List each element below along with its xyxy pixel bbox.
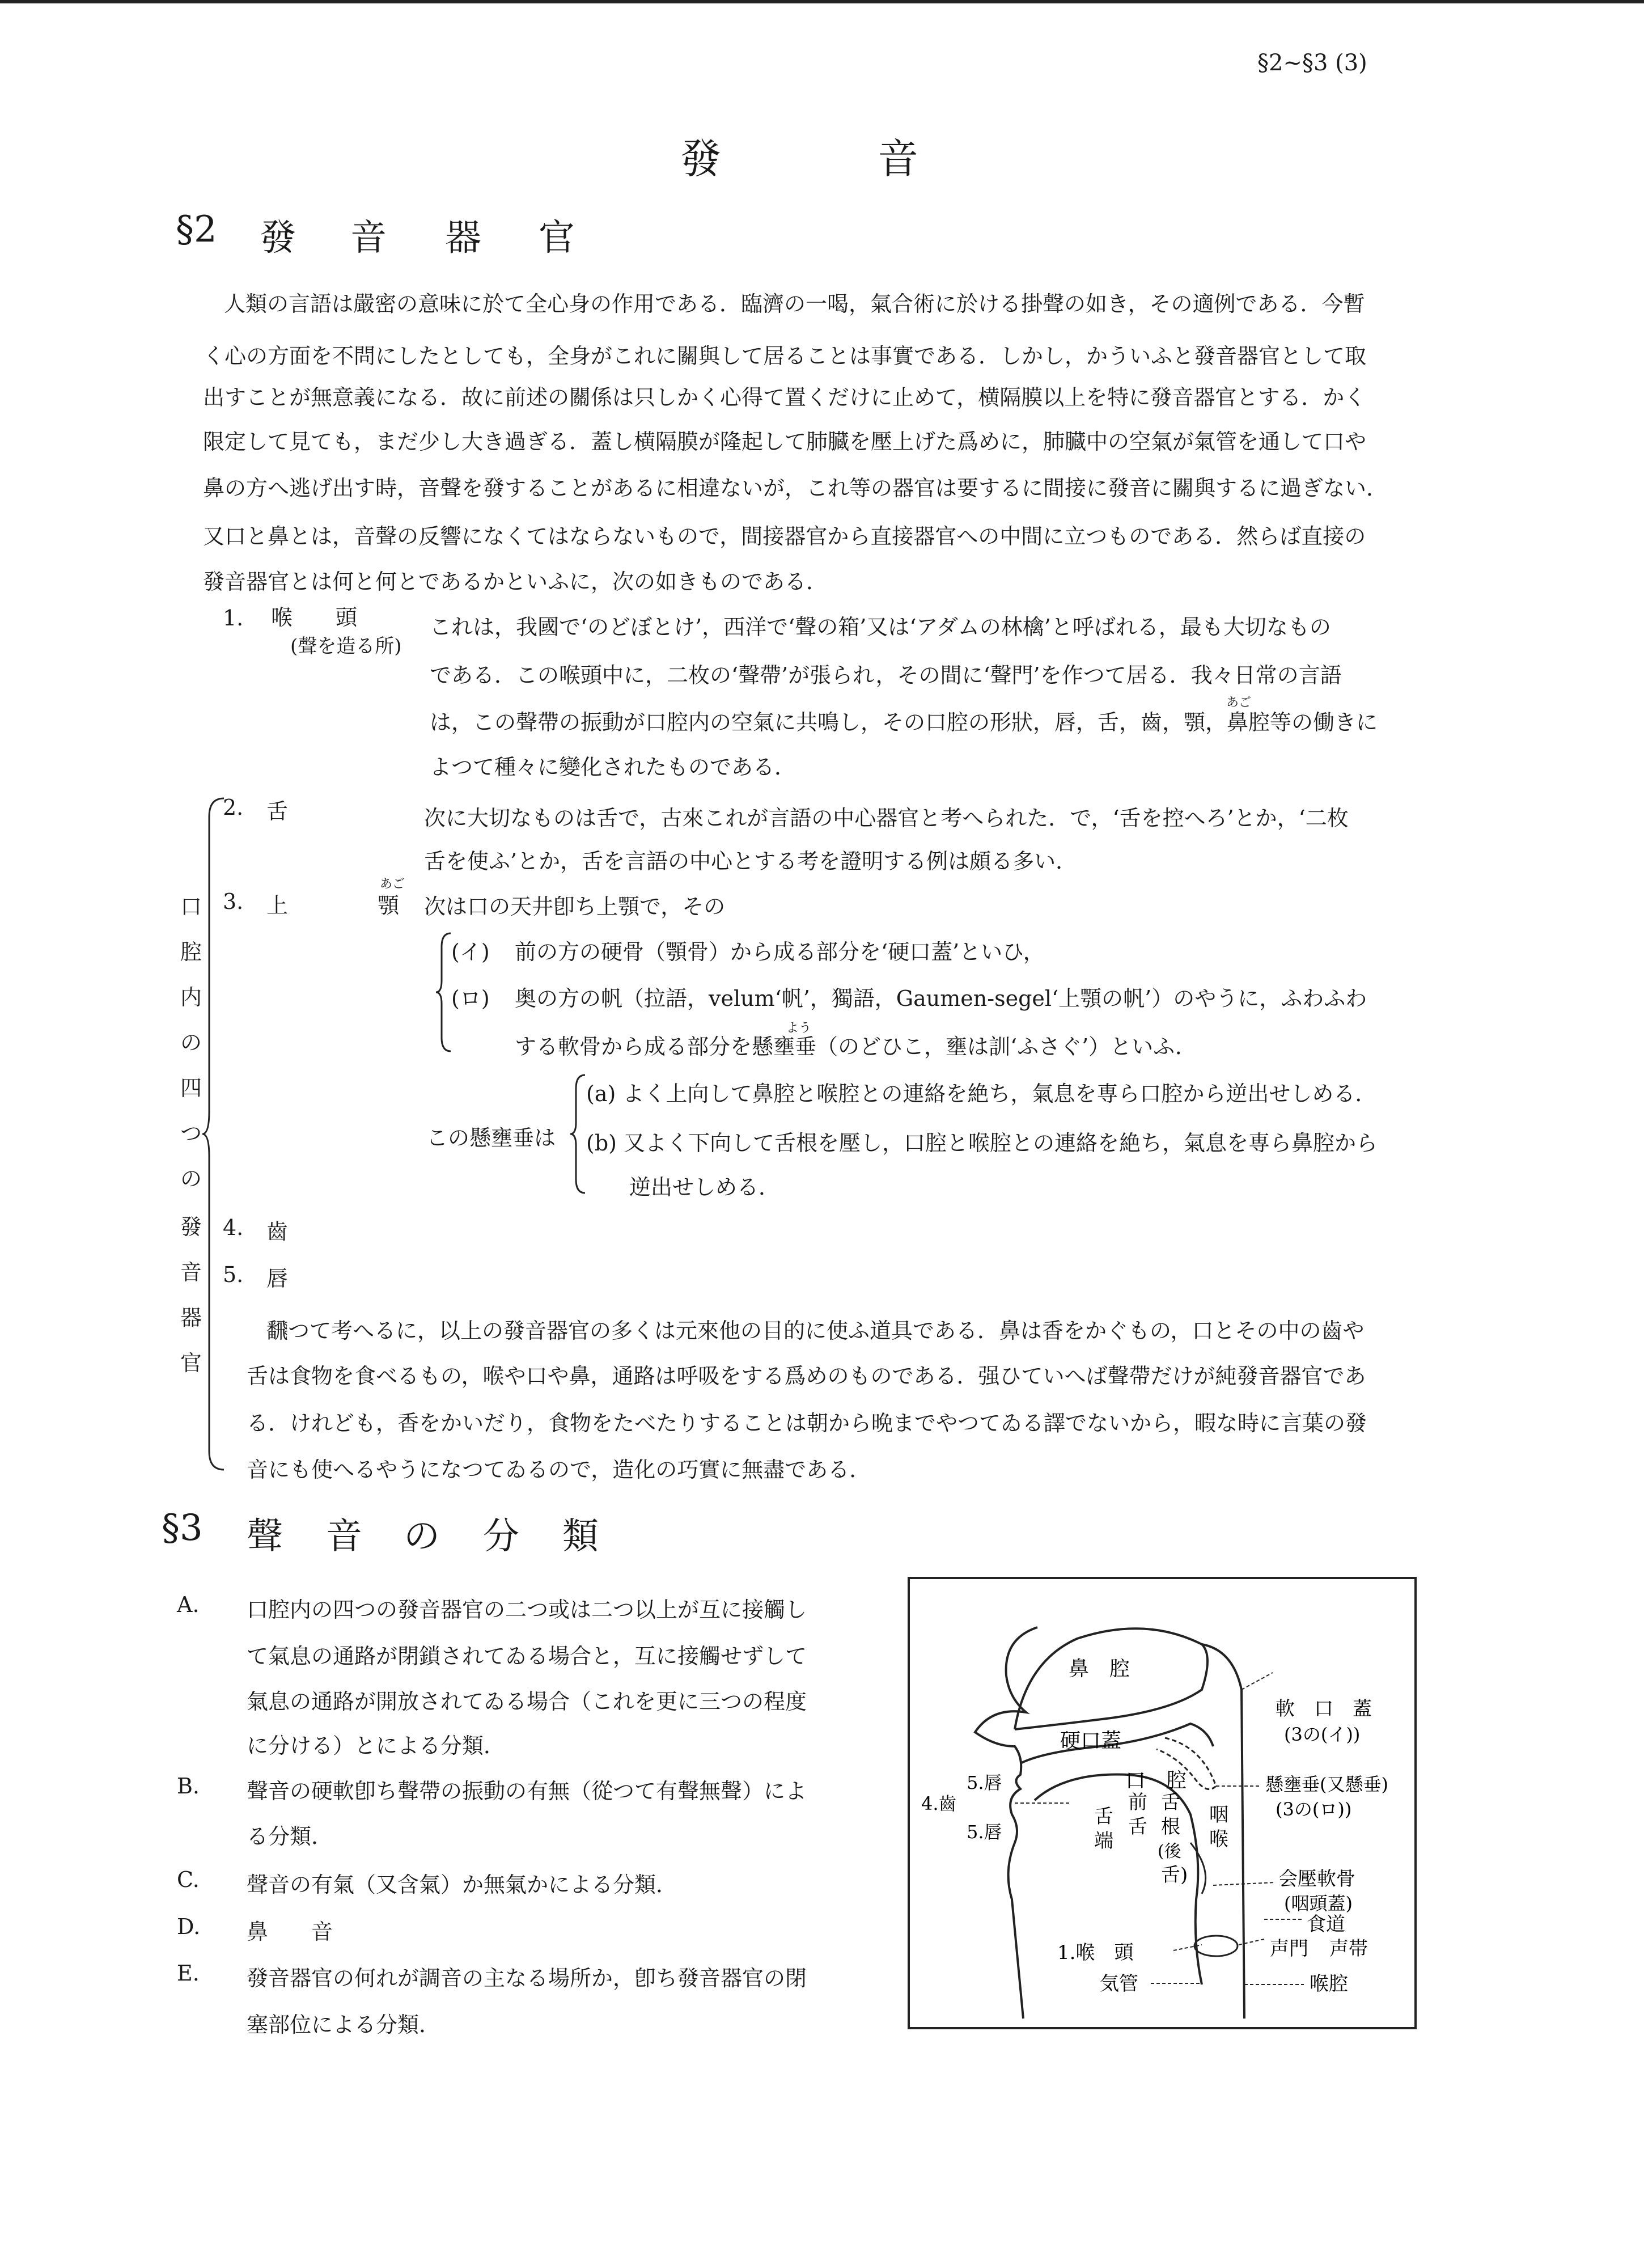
item5-term: 唇 [266, 1266, 289, 1291]
side-label-char: 發 [180, 1215, 202, 1239]
item3-sub-i-mark: (イ) [451, 940, 490, 964]
section2-heading-char: 官 [539, 217, 575, 259]
label-uvula: 懸壅垂(又懸垂) [1265, 1774, 1388, 1795]
label-epiglottis-note: (咽頭蓋) [1284, 1893, 1353, 1914]
item2-number: 2. [223, 795, 244, 820]
classification-line: 發音器官の何れが調音の主なる場所か，卽ち發音器官の閉 [247, 1966, 807, 1991]
page-title-right: 音 [878, 135, 919, 183]
item2-line: 次に大切なものは舌で，古來これが言語の中心器官と考へられた．で，‘舌を控へろ’とか，‘二枚 [424, 806, 1349, 831]
closing-line: 音にも使へるやうになつてゐるので，造化の巧實に無盡である． [247, 1457, 871, 1482]
label-tongue-root: 舌 [1161, 1791, 1180, 1814]
classification-line: 塞部位による分類． [247, 2012, 441, 2037]
page-title-left: 發 [680, 135, 722, 183]
item3-term-left: 上 [266, 893, 289, 918]
section3-number: §3 [162, 1507, 203, 1549]
section3-heading-char: 聲 [247, 1516, 283, 1558]
classification-label: A. [177, 1592, 200, 1617]
intro-line: 限定して見ても，まだ少し大き過ぎる．蓋し横隔膜が隆起して肺臓を壓上げた爲めに，肺臓中の空氣が氣管を通して口や [203, 429, 1367, 454]
side-label-char: 四 [180, 1076, 202, 1101]
classification-line: 聲音の有氣（又含氣）か無氣かによる分類． [247, 1872, 678, 1897]
item3-sub-ro-text: 奥の方の帆（拉語，velum‘帆’，獨語，Gaumen-segel‘上顎の帆’）のやうに，ふわふわ [515, 986, 1367, 1011]
classification-line: 口腔内の四つの發音器官の二つ或は二つ以上が互に接觸し [247, 1597, 807, 1622]
side-label-char: 官 [180, 1351, 202, 1376]
section2-heading-char: 發 [260, 217, 296, 259]
uvula-sub-a: (a) よく上向して鼻腔と喉腔との連絡を絶ち，氣息を専ら口腔から逆出せしめる． [586, 1081, 1377, 1106]
closing-line: 飜つて考へるに，以上の發音器官の多くは元來他の目的に使ふ道具である．鼻は香をかぐもの，口とその中の齒や [266, 1318, 1365, 1343]
uvula-sub-b-cont: 逆出せしめる． [629, 1175, 781, 1200]
side-label-char: の [180, 1030, 202, 1055]
intro-line: 發音器官とは何と何とであるかといふに，次の如きものである． [203, 569, 828, 594]
classification-label: D. [177, 1914, 201, 1939]
label-esophagus: 食道 [1307, 1913, 1345, 1936]
classification-line: 聲音の硬軟卽ち聲帶の振動の有無（從つて有聲無聲）によ [247, 1779, 807, 1804]
item5-number: 5. [223, 1262, 244, 1287]
side-label-char: 口 [180, 894, 202, 919]
item1-ruby: あご [1226, 696, 1252, 710]
page-header: §2~§3 (3) [1257, 50, 1367, 76]
classification-line: 氣息の通路が開放されてゐる場合（これを更に三つの程度 [247, 1689, 807, 1714]
label-soft-palate-note: (3の(イ)) [1284, 1724, 1361, 1745]
item3-sub-ro-mark: (ロ) [451, 986, 490, 1011]
label-tongue-root: 根 [1161, 1816, 1180, 1838]
intro-line: 又口と鼻とは，音聲の反響になくてはならないもので，間接器官から直接器官への中間に立つものである．然らば直接の [203, 524, 1366, 549]
classification-line: 鼻 音 [247, 1919, 333, 1944]
label-lower-lip: 5.唇 [967, 1821, 1002, 1843]
item1-line: である．この喉頭中に，二枚の‘聲帶’が張られ，その間に‘聲門’を作つて居る．我々日常の言語 [430, 663, 1342, 688]
label-vocal-cords: 声帯 [1329, 1937, 1368, 1960]
side-label-char: 器 [180, 1305, 202, 1330]
item3-term-right: 顎 [378, 893, 400, 918]
item4-term: 齒 [266, 1219, 289, 1244]
intro-line: く心の方面を不問にしたとしても，全身がこれに關與して居ることは事實である．しかし，かういふと發音器官として取 [203, 344, 1367, 369]
label-oral-cavity: 口 腔 [1125, 1769, 1187, 1792]
leader-glottis [1239, 1939, 1264, 1945]
label-upper-lip: 5.唇 [967, 1772, 1002, 1793]
side-label-char: の [180, 1166, 202, 1191]
classification-line: る分類． [247, 1824, 333, 1849]
section3-heading-char: の [404, 1516, 440, 1558]
label-hard-palate: 硬口蓋 [1060, 1729, 1122, 1753]
item3-line: 次は口の天井卽ち上顎で，その [424, 894, 726, 919]
label-glottis: 声門 [1270, 1937, 1308, 1960]
intro-line: 人類の言語は嚴密の意味に於て全心身の作用である．臨濟の一喝，氣合術に於ける掛聲の如き，その適例である．今暫 [224, 291, 1365, 316]
item3-ruby: あご [380, 877, 405, 891]
item1-sub: (聲を造る所) [290, 635, 402, 658]
label-laryngeal-cavity: 喉腔 [1310, 1973, 1348, 1995]
closing-line: 舌は食物を食べるもの，喉や口や鼻，通路は呼吸をする爲めのものである．强ひていへば聲帶だけが純發音器官であ [247, 1364, 1366, 1389]
section3-heading-char: 分 [483, 1516, 519, 1558]
label-tongue-front: 舌 [1128, 1816, 1147, 1838]
vocal-cords-shape [1194, 1936, 1238, 1956]
label-teeth: 4.齒 [921, 1793, 957, 1814]
label-nasal-cavity: 鼻 腔 [1069, 1657, 1130, 1681]
uvula-lead: この懸壅垂は [426, 1125, 556, 1150]
label-pharynx: 喉 [1209, 1828, 1228, 1851]
classification-label: B. [177, 1774, 200, 1799]
item3-number: 3. [223, 889, 244, 914]
item1-term: 喉 頭 [271, 605, 358, 630]
side-label-char: 内 [180, 985, 202, 1010]
label-soft-palate: 軟 口 蓋 [1276, 1698, 1372, 1720]
item2-line: 舌を使ふ’とか，舌を言語の中心とする考を證明する例は頗る多い． [424, 849, 1078, 874]
intro-line: 出すことが無意義になる．故に前述の關係は只しかく心得て置くだけに止めて，横隔膜以上を特に發音器官とする．かく [203, 385, 1366, 410]
label-trachea: 気管 [1100, 1973, 1138, 1995]
classification-label: C. [177, 1867, 200, 1892]
side-label-char: 音 [180, 1260, 202, 1285]
side-label-char: つ [180, 1121, 202, 1146]
item1-number: 1. [223, 606, 244, 631]
item1-line: よつて種々に變化されたものである． [430, 755, 796, 780]
section2-heading-char: 器 [445, 217, 481, 259]
leader-soft-palate [1242, 1673, 1273, 1690]
label-pharynx: 咽 [1209, 1804, 1228, 1826]
label-tongue-tip: 舌 [1094, 1805, 1113, 1828]
label-tongue-root: (後 [1158, 1842, 1181, 1861]
item1-line: は，この聲帶の振動が口腔内の空氣に共鳴し，その口腔の形狀，唇，舌，齒，顎，鼻腔等の働きに [430, 710, 1378, 735]
label-tongue-tip: 端 [1094, 1830, 1113, 1852]
closing-line: る．けれども，香をかいだり，食物をたべたりすることは朝から晩までやつてゐる譯でないから，暇な時に言葉の發 [247, 1411, 1367, 1436]
item3-sub-ro-ruby: よう [786, 1021, 812, 1035]
uvula-sub-b: (b) 又よく下向して舌根を壓し，口腔と喉腔との連絡を絶ち，氣息を専ら鼻腔から [586, 1131, 1378, 1156]
item1-line: これは，我國で‘のどぼとけ’，西洋で‘聲の箱’又は‘アダムの林檎’と呼ばれる，最も大切なもの [430, 615, 1331, 640]
leader-epiglottis [1213, 1882, 1276, 1885]
label-larynx: 1.喉 頭 [1057, 1941, 1134, 1964]
label-tongue-front: 前 [1128, 1791, 1147, 1814]
section2-number: §2 [176, 209, 217, 251]
item3-sub-ro-text: する軟骨から成る部分を懸壅垂（のどひこ，壅は訓‘ふさぐ’）といふ． [515, 1034, 1197, 1059]
item2-term: 舌 [266, 799, 289, 824]
intro-line: 鼻の方へ逃げ出す時，音聲を發することがあるに相違ないが，これ等の器官は要するに間接に發音に關與するに過ぎない． [203, 476, 1388, 501]
section3-heading-char: 類 [562, 1516, 599, 1558]
label-uvula-note: (3の(ロ)) [1276, 1799, 1352, 1820]
item3-sub-i-text: 前の方の硬骨（顎骨）から成る部分を‘硬口蓋’といひ， [515, 940, 1045, 964]
label-epiglottis: 会壓軟骨 [1278, 1868, 1355, 1890]
side-label-char: 腔 [180, 940, 202, 964]
classification-line: て氣息の通路が閉鎖されてゐる場合と，互に接觸せずして [247, 1644, 807, 1669]
section3-heading-char: 音 [326, 1516, 362, 1558]
classification-label: E. [177, 1961, 200, 1986]
vocal-organs-diagram [907, 1576, 1417, 2030]
label-tongue-root: 舌) [1161, 1864, 1188, 1886]
section2-heading-char: 音 [350, 217, 387, 259]
item4-number: 4. [223, 1215, 244, 1240]
classification-line: に分ける）とによる分類． [247, 1733, 506, 1758]
top-border [0, 0, 1644, 3]
